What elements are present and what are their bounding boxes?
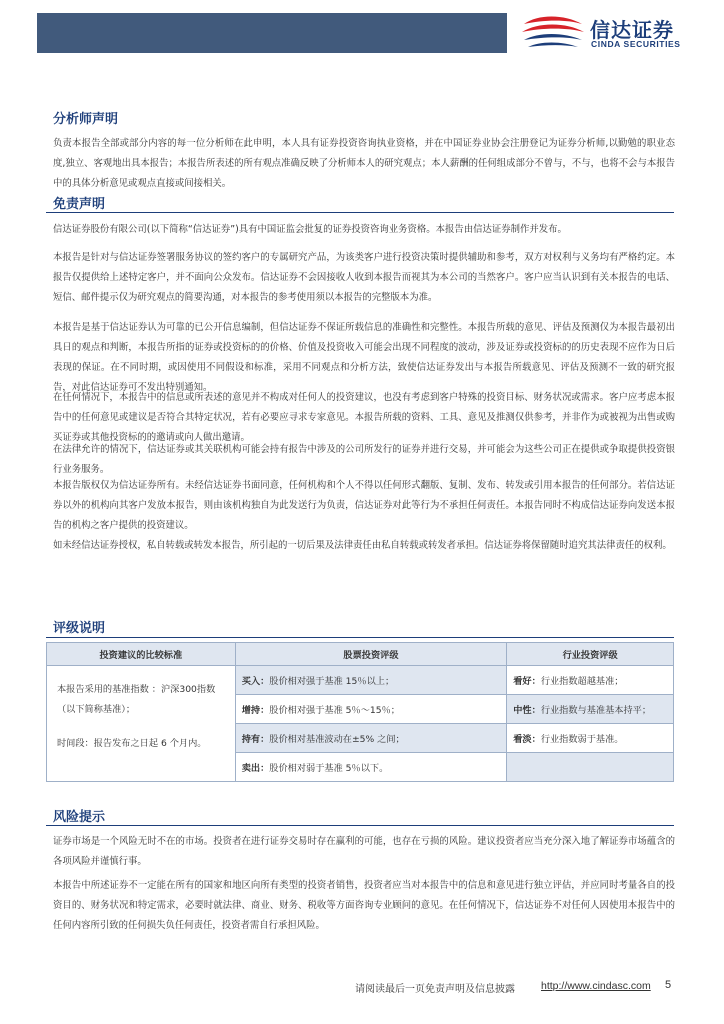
risk-paragraph: 证券市场是一个风险无时不在的市场。投资者在进行证券交易时存在赢利的可能，也存在亏损的风险。建议投资者应当充分深入地了解证券市场蕴含的各项风险并谨慎行事。 xyxy=(53,836,675,867)
brand-name-cn: 信达证券 xyxy=(590,18,674,42)
time-period-text: 时间段：报告发布之日起 6 个月内。 xyxy=(57,738,207,749)
disclaimer-paragraph: 本报告是基于信达证券认为可靠的已公开信息编制，但信达证券不保证所载信息的准确性和完整性。本报告所载的意见、评估及预测仅为本报告最初出具日的观点和判断，本报告所指的证券或投资标的的价格、价值及投资收入可能会出现不同程度的波动，涉及证券或投资标的的历史表现不应作为日后表现的保证。在不同时期，或因使用不同假设和标准，采用不同观点和分析方法，致使信达证券发出与本报告所载意见、评估及预测不一致的研究报告，对此信达证券可不发出特别通知。 xyxy=(53,322,675,393)
table-header-row xyxy=(47,643,674,666)
risk-paragraph: 本报告中所述证券不一定能在所有的国家和地区向所有类型的投资者销售，投资者应当对本报告中的信息和意见进行独立评估，并应同时考量各自的投资目的、财务状况和特定需求，必要时就法律、商业、财务、税收等方面咨询专业顾问的意见。在任何情况下，信达证券不对任何人因使用本报告中的任何内容所引致的任何损失负任何责任，投资者需自行承担风险。 xyxy=(53,880,675,931)
page-number: 5 xyxy=(665,979,672,991)
stock-rating-cell xyxy=(235,724,507,753)
table-row xyxy=(47,666,674,695)
disclaimer-paragraph: 信达证券股份有限公司(以下简称“信达证券”)具有中国证监会批复的证券投资咨询业务资格。本报告由信达证券制作并发布。 xyxy=(53,224,567,235)
stock-rating-cell xyxy=(235,666,507,695)
industry-rating-cell xyxy=(507,724,674,753)
divider xyxy=(46,637,674,638)
analyst-heading: 分析师声明 xyxy=(53,112,119,127)
rating-desc: 股价相对弱于基准 5％以下。 xyxy=(269,763,389,774)
disclaimer-paragraph: 如未经信达证券授权，私自转载或转发本报告，所引起的一切后果及法律责任由私自转载或转发者承担。信达证券将保留随时追究其法律责任的权利。 xyxy=(53,540,672,551)
industry-rating-cell xyxy=(507,666,674,695)
rating-term: 看好： xyxy=(513,676,541,687)
brand-name-en: CINDA SECURITIES xyxy=(591,39,681,49)
rating-term: 看淡： xyxy=(513,734,541,745)
industry-rating-empty-cell xyxy=(507,753,674,782)
benchmark-cell xyxy=(47,666,236,782)
rating-desc: 行业指数超越基准； xyxy=(540,676,624,687)
rating-term: 中性： xyxy=(513,705,541,716)
rating-desc: 股价相对基准波动在±5% 之间； xyxy=(269,734,405,745)
rating-table xyxy=(46,642,674,782)
footer-website-link[interactable]: http://www.cindasc.com xyxy=(541,980,651,992)
rating-heading: 评级说明 xyxy=(53,621,106,636)
column-header: 行业投资评级 xyxy=(507,643,674,666)
disclaimer-paragraph: 在任何情况下，本报告中的信息或所表述的意见并不构成对任何人的投资建议，也没有考虑到客户特殊的投资目标、财务状况或需求。客户应考虑本报告中的任何意见或建议是否符合其特定状况，若有必要应寻求专家意见。本报告所载的资料、工具、意见及推测仅供参考，并非作为或被视为出售或购买证券或其他投资标的的邀请或向人做出邀请。 xyxy=(53,392,675,443)
analyst-text: 负责本报告全部或部分内容的每一位分析师在此申明，本人具有证券投资咨询执业资格，并在中国证券业协会注册登记为证券分析师,以勤勉的职业态度,独立、客观地出具本报告；本报告所表述的所有观点准确反映了分析师本人的研究观点；本人薪酬的任何组成部分不曾与，不与，也将不会与本报告中的具体分析意见或观点直接或间接相关。 xyxy=(53,138,675,189)
column-header: 股票投资评级 xyxy=(235,643,507,666)
rating-desc: 股价相对强于基准 5％～15％； xyxy=(269,705,400,716)
rating-desc: 行业指数弱于基准。 xyxy=(540,734,624,745)
industry-rating-cell xyxy=(507,695,674,724)
footer-notice: 请阅读最后一页免责声明及信息披露 xyxy=(355,984,515,995)
disclaimer-paragraph: 在法律允许的情况下，信达证券或其关联机构可能会持有报告中涉及的公司所发行的证券并进行交易，并可能会为这些公司正在提供或争取提供投资银行业务服务。 xyxy=(53,444,675,475)
rating-term: 卖出： xyxy=(241,763,270,774)
rating-term: 买入： xyxy=(241,676,270,687)
divider xyxy=(46,825,674,826)
benchmark-index-text: 本报告采用的基准指数 ：沪深300指数（以下简称基准）； xyxy=(57,684,216,715)
rating-term: 增持： xyxy=(241,705,270,716)
stock-rating-cell xyxy=(235,753,507,782)
stock-rating-cell xyxy=(235,695,507,724)
risk-heading: 风险提示 xyxy=(53,810,106,825)
rating-term: 持有： xyxy=(241,734,270,745)
disclaimer-paragraph: 本报告版权仅为信达证券所有。未经信达证券书面同意，任何机构和个人不得以任何形式翻版、复制、发布、转发或引用本报告的任何部分。若信达证券以外的机构向其客户发放本报告，则由该机构独自为此发送行为负责，信达证券对此等行为不承担任何责任。本报告同时不构成信达证券向发送本报告的机构之客户提供的投资建议。 xyxy=(53,480,675,531)
divider xyxy=(46,212,674,213)
column-header: 投资建议的比较标准 xyxy=(47,643,236,666)
disclaimer-paragraph: 本报告是针对与信达证券签署服务协议的签约客户的专属研究产品，为该类客户进行投资决策时提供辅助和参考，双方对权利与义务均有严格约定。本报告仅提供给上述特定客户，并不面向公众发布。信达证券不会因接收人收到本报告而视其为本公司的当然客户。客户应当认识到有关本报告的电话、短信、邮件提示仅为研究观点的简要沟通，对本报告的参考使用须以本报告的完整版本为准。 xyxy=(53,252,675,303)
header-band xyxy=(37,13,507,53)
cinda-swoosh-icon xyxy=(520,10,588,56)
rating-desc: 行业指数与基准基本持平； xyxy=(540,705,652,716)
rating-desc: 股价相对强于基准 15％以上； xyxy=(269,676,395,687)
disclaimer-heading: 免责声明 xyxy=(53,197,106,212)
cinda-logo xyxy=(520,10,700,56)
